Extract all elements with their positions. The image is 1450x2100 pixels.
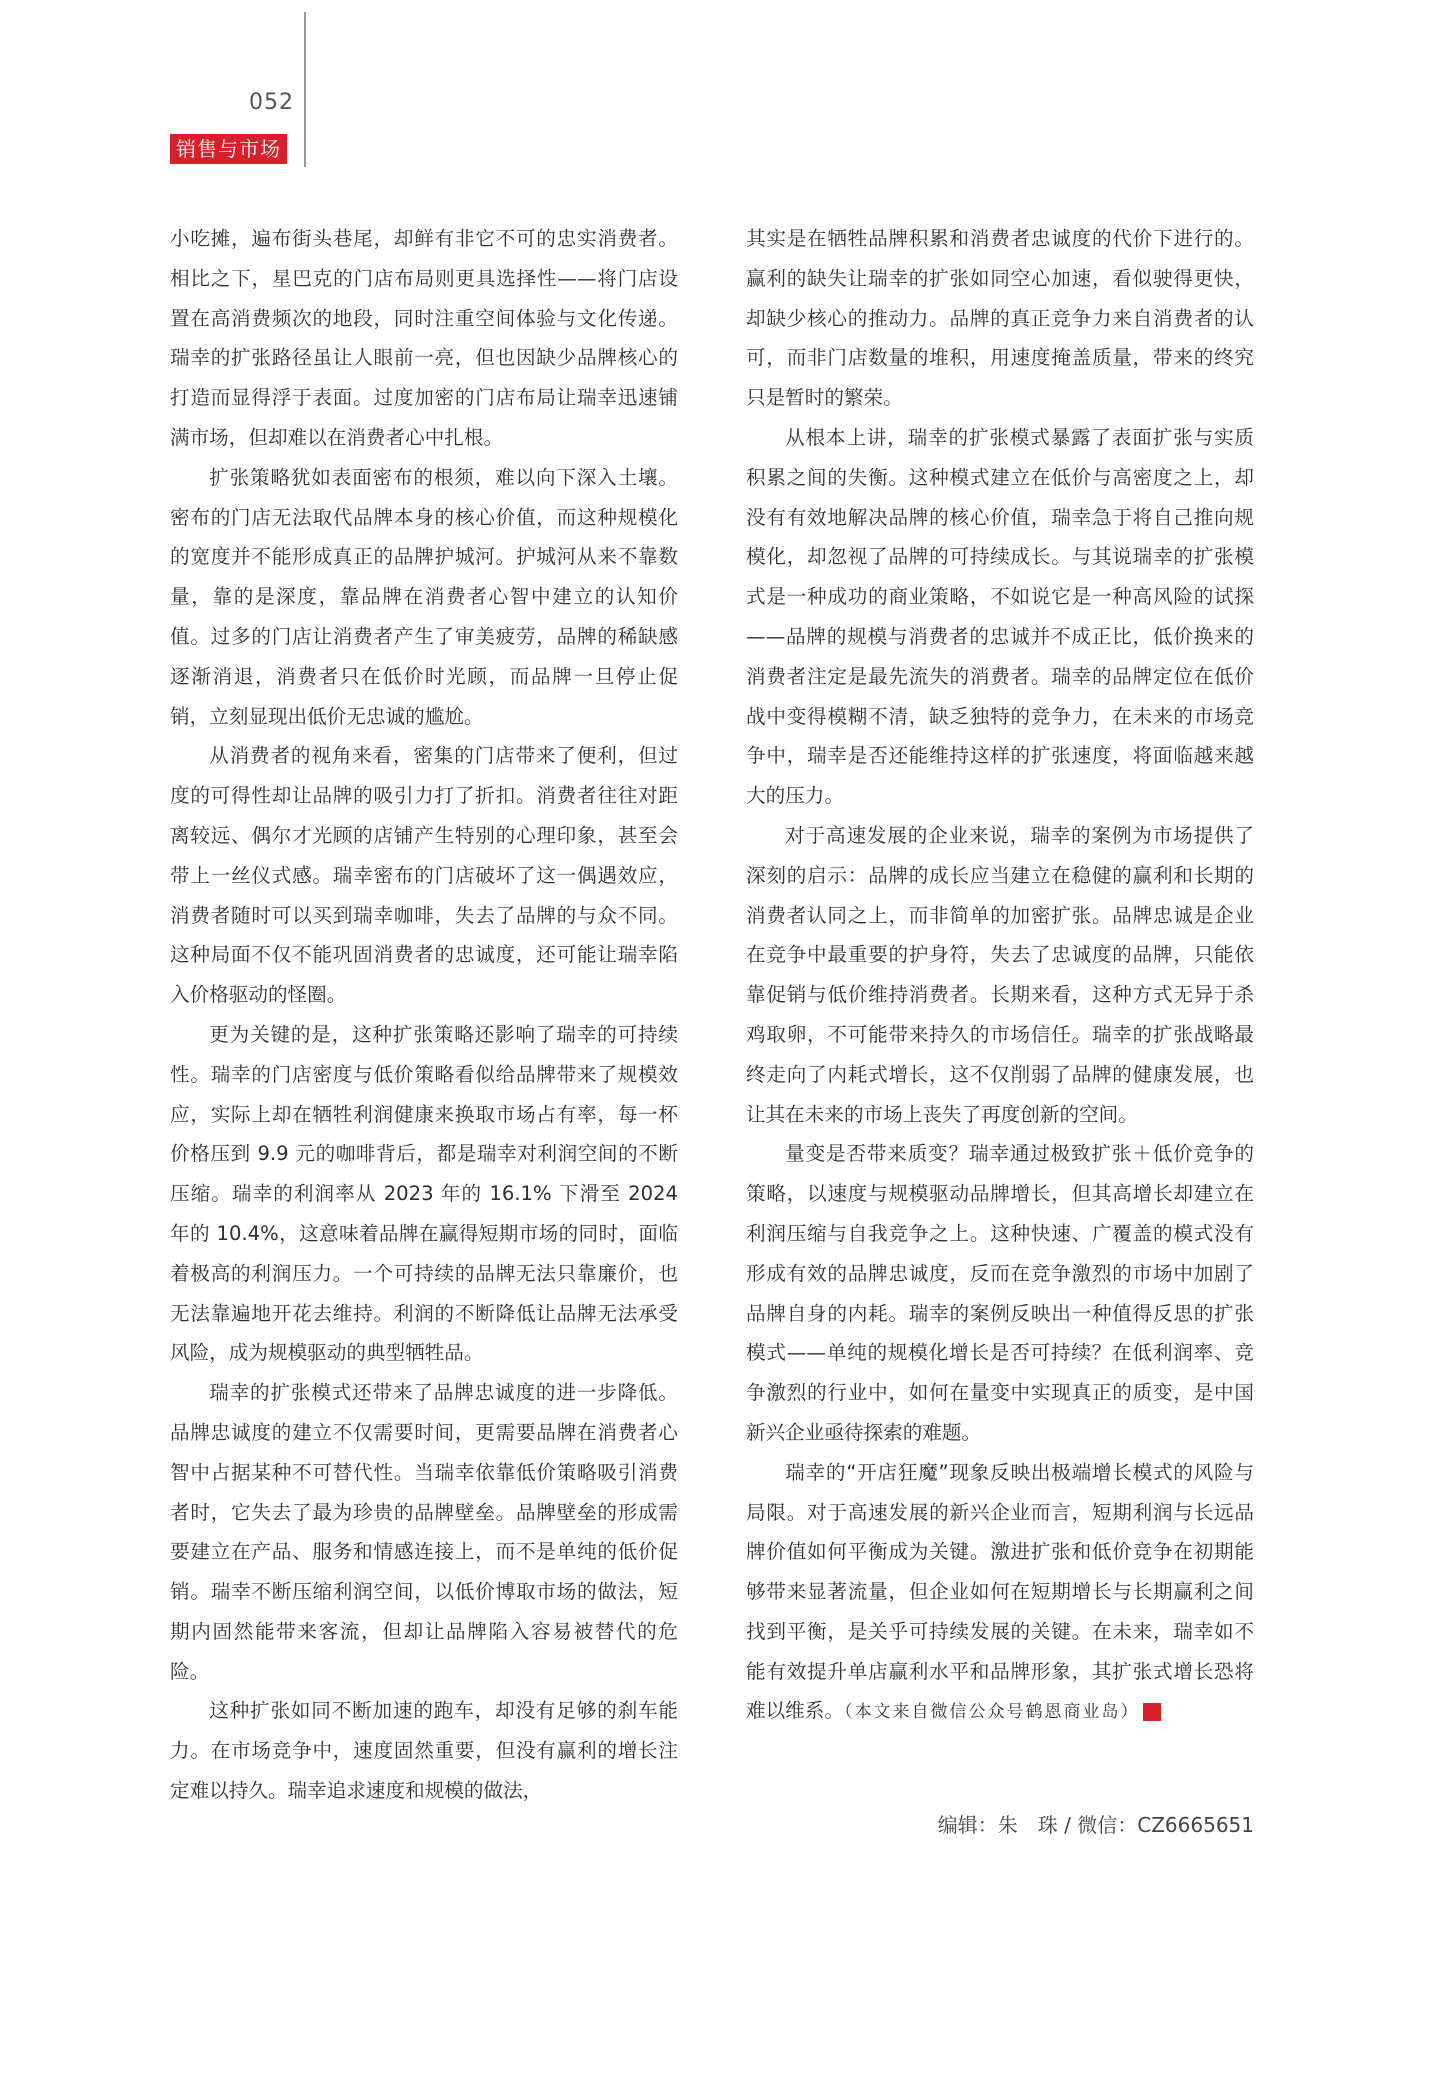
paragraph: 更为关键的是，这种扩张策略还影响了瑞幸的可持续性。瑞幸的门店密度与低价策略看似给品牌带来了规模效应，实际上却在牺牲利润健康来换取市场占有率，每一杯价格压到 9.9 元的咖啡背后，都是瑞幸对利润空间的不断压缩。瑞幸的利润率从 2023 年的 16.1% 下滑至 2024 年的 10.4%，这意味着品牌在赢得短期市场的同时，面临着极高的利润压力。一个可持续的品牌无法只靠廉价，也无法靠遍地开花去维持。利润的不断降低让品牌无法承受风险，成为规模驱动的典型牺牲品。 — [170, 1022, 678, 1365]
paragraph-text: 瑞幸的“开店狂魔”现象反映出极端增长模式的风险与局限。对于高速发展的新兴企业而言，短期利润与长远品牌价值如何平衡成为关键。激进扩张和低价竞争在初期能够带来显著流量，但企业如何在短期增长与长期赢利之间找到平衡，是关乎可持续发展的关键。在未来，瑞幸如不能有效提升单店赢利水平和品牌形象，其扩张式增长恐将难以维系。 — [746, 1460, 1254, 1723]
right-column — [746, 219, 1254, 1733]
paragraph: 其实是在牺牲品牌积累和消费者忠诚度的代价下进行的。赢利的缺失让瑞幸的扩张如同空心加速，看似驶得更快，却缺少核心的推动力。品牌的真正竞争力来自消费者的认可，而非门店数量的堆积，用速度掩盖质量，带来的终究只是暂时的繁荣。 — [746, 227, 1254, 410]
paragraph: 从根本上讲，瑞幸的扩张模式暴露了表面扩张与实质积累之间的失衡。这种模式建立在低价与高密度之上，却没有有效地解决品牌的核心价值，瑞幸急于将自己推向规模化，却忽视了品牌的可持续成长。与其说瑞幸的扩张模式是一种成功的商业策略，不如说它是一种高风险的试探——品牌的规模与消费者的忠诚并不成正比，低价换来的消费者注定是最先流失的消费者。瑞幸的品牌定位在低价战中变得模糊不清，缺乏独特的竞争力，在未来的市场竞争中，瑞幸是否还能维持这样的扩张速度，将面临越来越大的压力。 — [746, 425, 1254, 808]
page-number: 052 — [249, 90, 294, 115]
paragraph: 扩张策略犹如表面密布的根须，难以向下深入土壤。密布的门店无法取代品牌本身的核心价值，而这种规模化的宽度并不能形成真正的品牌护城河。护城河从来不靠数量，靠的是深度，靠品牌在消费者心智中建立的认知价值。过多的门店让消费者产生了审美疲劳，品牌的稀缺感逐渐消退，消费者只在低价时光顾，而品牌一旦停止促销，立刻显现出低价无忠诚的尴尬。 — [170, 465, 678, 728]
paragraph: 量变是否带来质变？瑞幸通过极致扩张＋低价竞争的策略，以速度与规模驱动品牌增长，但其高增长却建立在利润压缩与自我竞争之上。这种快速、广覆盖的模式没有形成有效的品牌忠诚度，反而在竞争激烈的市场中加剧了品牌自身的内耗。瑞幸的案例反映出一种值得反思的扩张模式——单纯的规模化增长是否可持续？在低利润率、竞争激烈的行业中，如何在量变中实现真正的质变，是中国新兴企业亟待探索的难题。 — [746, 1142, 1254, 1444]
source-note: （本文来自微信公众号鹤恩商业岛） — [843, 1702, 1140, 1723]
paragraph-final — [746, 1453, 1254, 1734]
header-divider — [304, 12, 306, 167]
paragraph: 对于高速发展的企业来说，瑞幸的案例为市场提供了深刻的启示：品牌的成长应当建立在稳健的赢利和长期的消费者认同之上，而非简单的加密扩张。品牌忠诚是企业在竞争中最重要的护身符，失去了忠诚度的品牌，只能依靠促销与低价维持消费者。长期来看，这种方式无异于杀鸡取卵，不可能带来持久的市场信任。瑞幸的扩张战略最终走向了内耗式增长，这不仅削弱了品牌的健康发展，也让其在未来的市场上丧失了再度创新的空间。 — [746, 823, 1254, 1126]
paragraph: 这种扩张如同不断加速的跑车，却没有足够的刹车能力。在市场竞争中，速度固然重要，但没有赢利的增长注定难以持久。瑞幸追求速度和规模的做法， — [170, 1699, 678, 1803]
editor-credit: 编辑：朱 珠 / 微信：CZ6665651 — [937, 1813, 1254, 1837]
paragraph: 小吃摊，遍布街头巷尾，却鲜有非它不可的忠实消费者。相比之下，星巴克的门店布局则更具选择性——将门店设置在高消费频次的地段，同时注重空间体验与文化传递。瑞幸的扩张路径虽让人眼前一亮，但也因缺少品牌核心的打造而显得浮于表面。过度加密的门店布局让瑞幸迅速铺满市场，但却难以在消费者心中扎根。 — [170, 227, 678, 449]
section-tag: 销售与市场 — [170, 134, 287, 164]
paragraph: 从消费者的视角来看，密集的门店带来了便利，但过度的可得性却让品牌的吸引力打了折扣。消费者往往对距离较远、偶尔才光顾的店铺产生特别的心理印象，甚至会带上一丝仪式感。瑞幸密布的门店破坏了这一偶遇效应，消费者随时可以买到瑞幸咖啡，失去了品牌的与众不同。这种局面不仅不能巩固消费者的忠诚度，还可能让瑞幸陷入价格驱动的怪圈。 — [170, 744, 678, 1007]
left-column — [170, 219, 678, 1811]
article-end-icon: S — [1143, 1703, 1161, 1721]
paragraph: 瑞幸的扩张模式还带来了品牌忠诚度的进一步降低。品牌忠诚度的建立不仅需要时间，更需要品牌在消费者心智中占据某种不可替代性。当瑞幸依靠低价策略吸引消费者时，它失去了最为珍贵的品牌壁垒。品牌壁垒的形成需要建立在产品、服务和情感连接上，而不是单纯的低价促销。瑞幸不断压缩利润空间，以低价博取市场的做法，短期内固然能带来客流，但却让品牌陷入容易被替代的危险。 — [170, 1381, 678, 1683]
